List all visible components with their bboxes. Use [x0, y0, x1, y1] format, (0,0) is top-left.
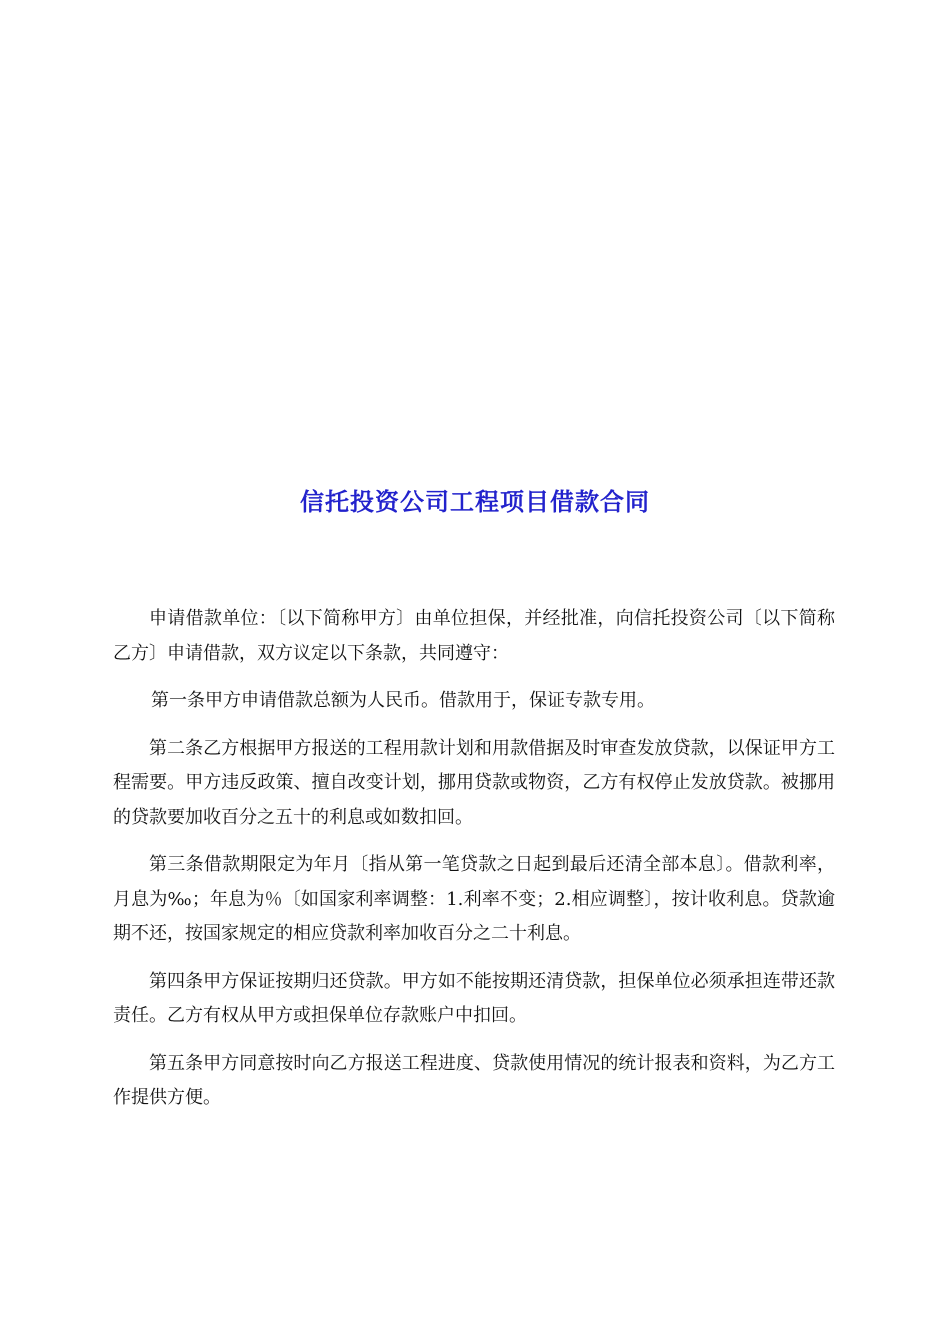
paragraph-article-2: 第二条乙方根据甲方报送的工程用款计划和用款借据及时审查发放贷款，以保证甲方工程需要。甲方违反政策、擅自改变计划，挪用贷款或物资，乙方有权停止发放贷款。被挪用的贷款要加收百分之五十的利息或如数扣回。 [113, 737, 835, 828]
paragraph-applicant: 申请借款单位：〔以下简称甲方〕由单位担保，并经批准，向信托投资公司〔以下简称乙方〕申请借款，双方议定以下条款，共同遵守： [113, 608, 835, 664]
paragraph-article-4: 第四条甲方保证按期归还贷款。甲方如不能按期还清贷款，担保单位必须承担连带还款责任。乙方有权从甲方或担保单位存款账户中扣回。 [113, 970, 835, 1026]
paragraph-article-3: 第三条借款期限定为年月〔指从第一笔贷款之日起到最后还清全部本息〕。借款利率，月息为‰；年息为％〔如国家利率调整：1.利率不变；2.相应调整〕，按计收利息。贷款逾期不还，按国家规定的相应贷款利率加收百分之二十利息。 [113, 854, 835, 944]
document-body [113, 602, 835, 1116]
document-title: 信托投资公司工程项目借款合同 [300, 487, 650, 516]
paragraph-article-5: 第五条甲方同意按时向乙方报送工程进度、贷款使用情况的统计报表和资料，为乙方工作提供方便。 [113, 1052, 835, 1108]
paragraph-article-1: 第一条甲方申请借款总额为人民币。借款用于，保证专款专用。 [151, 690, 655, 711]
